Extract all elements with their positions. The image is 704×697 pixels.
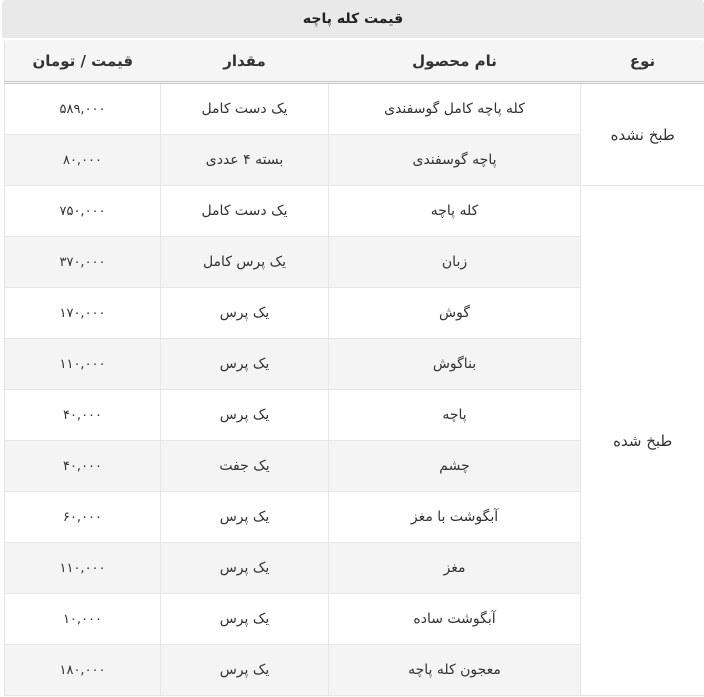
price: ۴۰,۰۰۰ (5, 390, 161, 441)
product-name: زبان (329, 237, 581, 288)
table-row (5, 186, 704, 237)
product-name: معجون کله پاچه (329, 645, 581, 696)
quantity: یک پرس (161, 645, 329, 696)
price: ۱۷۰,۰۰۰ (5, 288, 161, 339)
price: ۱۰,۰۰۰ (5, 594, 161, 645)
quantity: یک جفت (161, 441, 329, 492)
table-title: قیمت کله پاچه (2, 0, 704, 38)
product-name: پاچه (329, 390, 581, 441)
price: ۱۸۰,۰۰۰ (5, 645, 161, 696)
product-name: آبگوشت با مغز (329, 492, 581, 543)
product-name: آبگوشت ساده (329, 594, 581, 645)
table-row (5, 83, 704, 135)
price: ۵۸۹,۰۰۰ (5, 83, 161, 135)
quantity: یک پرس (161, 339, 329, 390)
price: ۸۰,۰۰۰ (5, 135, 161, 186)
price: ۱۱۰,۰۰۰ (5, 339, 161, 390)
type-cell-uncooked: طبخ نشده (581, 83, 704, 186)
header-quantity: مقدار (161, 40, 329, 83)
header-name: نام محصول (329, 40, 581, 83)
quantity: یک پرس کامل (161, 237, 329, 288)
quantity: یک پرس (161, 390, 329, 441)
type-cell-cooked: طبخ شده (581, 186, 704, 696)
price: ۷۵۰,۰۰۰ (5, 186, 161, 237)
product-name: بناگوش (329, 339, 581, 390)
quantity: یک پرس (161, 492, 329, 543)
quantity: یک دست کامل (161, 186, 329, 237)
price: ۳۷۰,۰۰۰ (5, 237, 161, 288)
header-row (5, 40, 704, 83)
product-name: مغز (329, 543, 581, 594)
quantity: یک دست کامل (161, 83, 329, 135)
price: ۶۰,۰۰۰ (5, 492, 161, 543)
header-type: نوع (581, 40, 704, 83)
price: ۴۰,۰۰۰ (5, 441, 161, 492)
quantity: یک پرس (161, 594, 329, 645)
price: ۱۱۰,۰۰۰ (5, 543, 161, 594)
product-name: کله پاچه کامل گوسفندی (329, 83, 581, 135)
product-name: کله پاچه (329, 186, 581, 237)
header-price: قیمت / تومان (5, 40, 161, 83)
quantity: بسته ۴ عددی (161, 135, 329, 186)
price-table (4, 40, 704, 696)
product-name: چشم (329, 441, 581, 492)
product-name: گوش (329, 288, 581, 339)
quantity: یک پرس (161, 543, 329, 594)
quantity: یک پرس (161, 288, 329, 339)
product-name: پاچه گوسفندی (329, 135, 581, 186)
